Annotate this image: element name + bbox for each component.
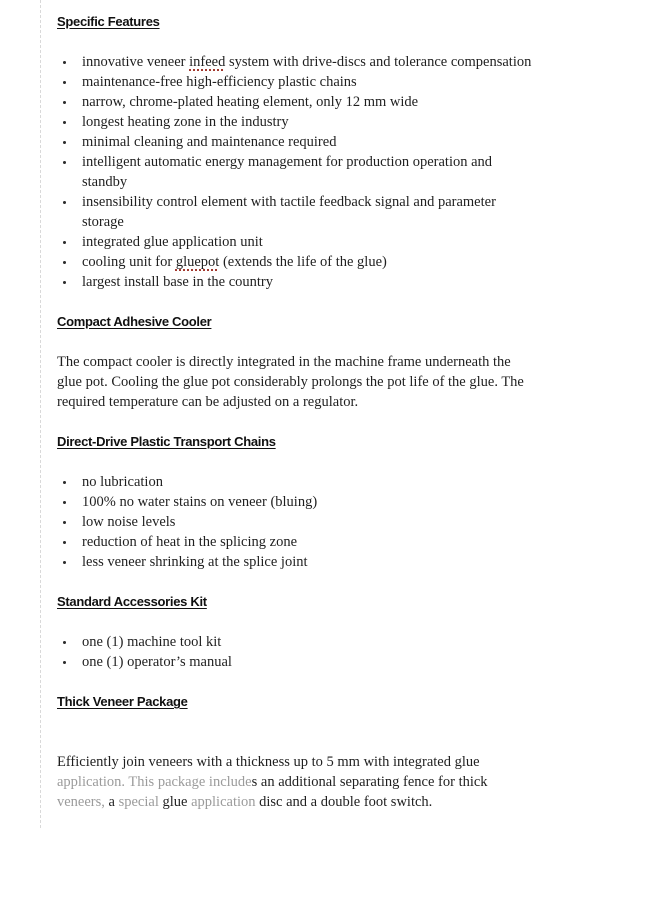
list-item — [57, 52, 635, 72]
bullet-icon — [63, 541, 66, 544]
text-segment: a — [104, 794, 119, 810]
misspelled-word: gluepot — [175, 254, 220, 270]
text-segment: glue — [158, 794, 192, 810]
bullet-icon — [63, 661, 66, 664]
list-item: largest install base in the country — [57, 272, 635, 292]
list-item-text: intelligent automatic energy management for production operation and — [82, 154, 493, 170]
bullet-icon — [63, 201, 66, 204]
list-item: maintenance-free high-efficiency plastic chains — [57, 72, 635, 92]
text-segment: Efficiently join veneers with a thickness up to 5 mm with integrated glue — [57, 754, 480, 770]
misspelled-word: infeed — [189, 54, 226, 70]
paragraph-line — [57, 752, 635, 772]
list-item: minimal cleaning and maintenance required — [57, 132, 635, 152]
bullet-icon — [63, 141, 66, 144]
list-item — [57, 192, 635, 232]
text-segment-faded: special — [118, 794, 159, 810]
paragraph-line: The compact cooler is directly integrated in the machine frame underneath the — [57, 354, 511, 370]
list-item-text: insensibility control element with tactile feedback signal and parameter — [82, 194, 496, 210]
text-segment: s an additional separating fence for thick — [251, 774, 488, 790]
list-item-text: system with drive-discs and tolerance compensation — [225, 54, 532, 70]
list-item: less veneer shrinking at the splice joint — [57, 552, 635, 572]
section-heading-compact-adhesive-cooler: Compact Adhesive Cooler — [57, 314, 212, 329]
list-item: longest heating zone in the industry — [57, 112, 635, 132]
list-item: one (1) machine tool kit — [57, 632, 635, 652]
paragraph-line — [57, 792, 635, 812]
list-item-text: (extends the life of the glue) — [219, 254, 387, 270]
list-item-text: standby — [82, 174, 128, 190]
list-item-text: cooling unit for — [82, 254, 176, 270]
bullet-icon — [63, 241, 66, 244]
text-segment-faded: application. This package include — [57, 774, 252, 790]
list-item: one (1) operator’s manual — [57, 652, 635, 672]
section-heading-thick-veneer-package: Thick Veneer Package — [57, 694, 188, 709]
bullet-icon — [63, 281, 66, 284]
accessories-list — [57, 632, 635, 672]
list-item: low noise levels — [57, 512, 635, 532]
list-item-text: innovative veneer — [82, 54, 190, 70]
list-item: reduction of heat in the splicing zone — [57, 532, 635, 552]
bullet-icon — [63, 521, 66, 524]
bullet-icon — [63, 161, 66, 164]
paragraph — [57, 352, 635, 412]
list-item: 100% no water stains on veneer (bluing) — [57, 492, 635, 512]
text-boundary-line — [40, 0, 41, 828]
bullet-icon — [63, 501, 66, 504]
paragraph-line: required temperature can be adjusted on a regulator. — [57, 394, 359, 410]
paragraph-line — [57, 772, 635, 792]
text-segment: disc and a double foot switch. — [255, 794, 433, 810]
list-item: narrow, chrome-plated heating element, only 12 mm wide — [57, 92, 635, 112]
bullet-icon — [63, 641, 66, 644]
paragraph — [57, 752, 635, 812]
list-item — [57, 252, 635, 272]
section-heading-specific-features: Specific Features — [57, 14, 160, 29]
section-heading-direct-drive-chains: Direct-Drive Plastic Transport Chains — [57, 434, 276, 449]
specific-features-list — [57, 52, 635, 292]
document-page — [57, 12, 635, 812]
list-item: no lubrication — [57, 472, 635, 492]
list-item: integrated glue application unit — [57, 232, 635, 252]
bullet-icon — [63, 261, 66, 264]
list-item — [57, 152, 635, 192]
text-segment-faded: application — [191, 794, 256, 810]
section-heading-standard-accessories-kit: Standard Accessories Kit — [57, 594, 207, 609]
bullet-icon — [63, 81, 66, 84]
bullet-icon — [63, 101, 66, 104]
text-segment-faded: veneers, — [57, 794, 105, 810]
paragraph-line: glue pot. Cooling the glue pot considerably prolongs the pot life of the glue. The — [57, 374, 524, 390]
bullet-icon — [63, 481, 66, 484]
bullet-icon — [63, 121, 66, 124]
bullet-icon — [63, 61, 66, 64]
transport-chains-list — [57, 472, 635, 572]
bullet-icon — [63, 561, 66, 564]
list-item-text: storage — [82, 214, 124, 230]
